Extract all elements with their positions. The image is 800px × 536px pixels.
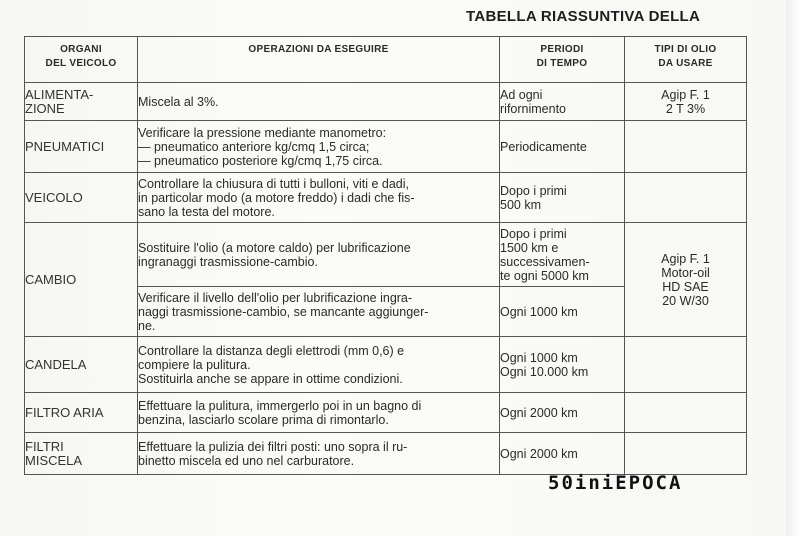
table-row [25, 337, 747, 393]
period-text: Ogni 1000 km [500, 350, 578, 365]
organ-label: VEICOLO [25, 189, 83, 205]
operation-text: Sostituirla anche se appare in ottime condizioni. [138, 371, 403, 386]
operation-text: Effettuare la pulitura, immergerlo poi in un bagno di [138, 398, 422, 413]
organ-cell [25, 223, 138, 337]
oil-text: Motor-oil [661, 265, 710, 280]
period-cell [500, 393, 625, 433]
period-text: successivamen- [500, 254, 590, 269]
header-tipi-olio [625, 37, 747, 83]
operation-text: naggi trasmissione-cambio, se mancante aggiunger- [138, 304, 429, 319]
organ-label: PNEUMATICI [25, 138, 105, 154]
header-tipi-olio-line: DA USARE [658, 58, 713, 69]
organ-label: MISCELA [25, 452, 83, 468]
oil-text: Agip F. 1 [661, 87, 710, 102]
organ-cell [25, 83, 138, 121]
oil-cell [625, 121, 747, 173]
header-periodi [500, 37, 625, 83]
period-text: Ogni 1000 km [500, 304, 578, 319]
period-cell [500, 223, 625, 287]
oil-cell [625, 223, 747, 337]
period-cell [500, 337, 625, 393]
header-row [25, 37, 747, 83]
operation-text: Sostituire l'olio (a motore caldo) per lubrificazione [138, 240, 411, 255]
header-tipi-olio-line: TIPI DI OLIO [654, 44, 717, 55]
table-row [25, 121, 747, 173]
organ-cell [25, 433, 138, 475]
oil-cell [625, 83, 747, 121]
operation-text: ne. [138, 318, 156, 333]
operation-text: compiere la pulitura. [138, 357, 251, 372]
operation-cell [138, 173, 500, 223]
operation-text: benzina, lasciarlo scolare prima di rimontarlo. [138, 412, 389, 427]
operation-text: Controllare la chiusura di tutti i bulloni, viti e dadi, [138, 176, 409, 191]
operation-text: — pneumatico anteriore kg/cmq 1,5 circa; [138, 139, 370, 154]
period-text: Ogni 2000 km [500, 405, 578, 420]
header-operazioni-line: OPERAZIONI DA ESEGUIRE [248, 44, 389, 55]
table-row [25, 393, 747, 433]
operation-text: ingranaggi trasmissione-cambio. [138, 254, 318, 269]
period-text: Ogni 2000 km [500, 446, 578, 461]
operation-cell [138, 83, 500, 121]
operation-text: Effettuare la pulizia dei filtri posti: uno sopra il ru- [138, 439, 408, 454]
operation-text: Verificare la pressione mediante manometro: [138, 125, 387, 140]
operation-text: sano la testa del motore. [138, 204, 275, 219]
period-cell [500, 287, 625, 337]
period-text: Periodicamente [500, 139, 587, 154]
period-text: Ad ogni [500, 87, 543, 102]
period-cell [500, 173, 625, 223]
period-text: te ogni 5000 km [500, 268, 589, 283]
organ-label: FILTRI [25, 438, 64, 454]
oil-text: Agip F. 1 [661, 251, 710, 266]
header-operazioni [138, 37, 500, 83]
organ-label: ZIONE [25, 100, 65, 116]
period-text: Ogni 10.000 km [500, 364, 589, 379]
table-row [25, 433, 747, 475]
period-text: 500 km [500, 197, 541, 212]
oil-cell [625, 433, 747, 475]
watermark-logo: 50iniEPOCA [548, 472, 683, 494]
header-organi-line: DEL VEICOLO [45, 58, 117, 69]
operation-cell [138, 393, 500, 433]
operation-text: Verificare il livello dell'olio per lubrificazione ingra- [138, 290, 413, 305]
operation-text: — pneumatico posteriore kg/cmq 1,75 circa. [138, 153, 383, 168]
organ-cell [25, 393, 138, 433]
operation-cell [138, 337, 500, 393]
period-cell [500, 121, 625, 173]
page-edge [786, 0, 800, 536]
period-cell [500, 83, 625, 121]
operation-cell [138, 287, 500, 337]
organ-label: CANDELA [25, 356, 87, 372]
oil-cell [625, 173, 747, 223]
organ-cell [25, 121, 138, 173]
table-row [25, 223, 747, 287]
operation-text: Miscela al 3%. [138, 94, 219, 109]
table-row [25, 83, 747, 121]
period-cell [500, 433, 625, 475]
operation-text: Controllare la distanza degli elettrodi (mm 0,6) e [138, 343, 405, 358]
header-periodi-line: DI TEMPO [536, 58, 588, 69]
oil-text: 2 T 3% [665, 101, 706, 116]
organ-cell [25, 173, 138, 223]
oil-text: 20 W/30 [662, 293, 709, 308]
organ-label: ALIMENTA- [25, 86, 94, 102]
operation-cell [138, 223, 500, 287]
period-text: 1500 km e [500, 240, 559, 255]
oil-text: HD SAE [662, 279, 709, 294]
header-periodi-line: PERIODI [540, 44, 584, 55]
table-row [25, 173, 747, 223]
organ-label: CAMBIO [25, 271, 77, 287]
maintenance-table [24, 36, 747, 475]
operation-text: binetto miscela ed uno nel carburatore. [138, 453, 355, 468]
operation-cell [138, 121, 500, 173]
oil-cell [625, 337, 747, 393]
operation-text: in particolar modo (a motore freddo) i dadi che fis- [138, 190, 415, 205]
header-organi [25, 37, 138, 83]
period-text: rifornimento [500, 101, 566, 116]
period-text: Dopo i primi [500, 183, 567, 198]
oil-cell [625, 393, 747, 433]
operation-cell [138, 433, 500, 475]
organ-cell [25, 337, 138, 393]
period-text: Dopo i primi [500, 226, 567, 241]
header-organi-line: ORGANI [60, 44, 102, 55]
organ-label: FILTRO ARIA [25, 404, 104, 420]
document-title: TABELLA RIASSUNTIVA DELLA [466, 8, 701, 25]
